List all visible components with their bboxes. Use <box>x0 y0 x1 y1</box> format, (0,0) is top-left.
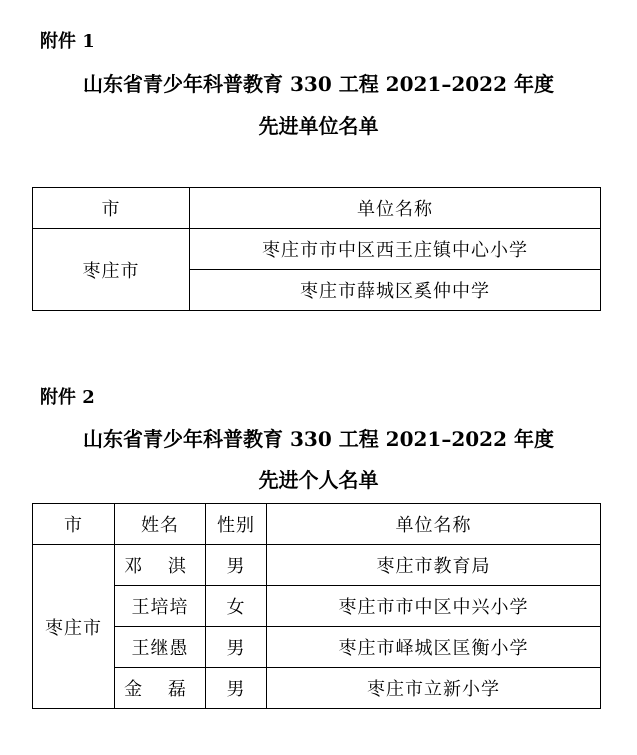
advanced-individuals-table <box>32 503 601 709</box>
attachment-2-subtitle: 先进个人名单 <box>258 468 379 492</box>
attachment-1-label: 附件 1 <box>40 31 95 52</box>
unit-cell: 枣庄市薛城区奚仲中学 <box>190 270 601 311</box>
attachment-2-label: 附件 2 <box>40 387 95 408</box>
table-row <box>33 229 601 270</box>
attachment-1-subtitle: 先进单位名单 <box>258 114 379 138</box>
table-row <box>33 668 601 709</box>
attachment-1-title: 山东省青少年科普教育 330 工程 2021–2022 年度 <box>83 72 554 96</box>
advanced-units-table <box>32 187 601 311</box>
name-cell: 金 磊 <box>115 668 206 709</box>
gender-cell: 女 <box>206 586 267 627</box>
table-row <box>33 545 601 586</box>
table-header-row <box>33 504 601 545</box>
header-gender: 性别 <box>206 504 267 545</box>
header-name: 姓名 <box>115 504 206 545</box>
header-unit-name: 单位名称 <box>267 504 601 545</box>
unit-cell: 枣庄市市中区西王庄镇中心小学 <box>190 229 601 270</box>
gender-cell: 男 <box>206 668 267 709</box>
gender-cell: 男 <box>206 545 267 586</box>
unit-cell: 枣庄市市中区中兴小学 <box>267 586 601 627</box>
name-cell: 王培培 <box>115 586 206 627</box>
header-unit-name: 单位名称 <box>190 188 601 229</box>
name-cell: 邓 淇 <box>115 545 206 586</box>
table-row <box>33 627 601 668</box>
unit-cell: 枣庄市峄城区匡衡小学 <box>267 627 601 668</box>
table-row <box>33 586 601 627</box>
header-city: 市 <box>33 188 190 229</box>
city-cell: 枣庄市 <box>33 545 115 709</box>
header-city: 市 <box>33 504 115 545</box>
table-header-row <box>33 188 601 229</box>
name-cell: 王继愚 <box>115 627 206 668</box>
attachment-2-title: 山东省青少年科普教育 330 工程 2021–2022 年度 <box>83 427 554 451</box>
unit-cell: 枣庄市立新小学 <box>267 668 601 709</box>
gender-cell: 男 <box>206 627 267 668</box>
city-cell: 枣庄市 <box>33 229 190 311</box>
unit-cell: 枣庄市教育局 <box>267 545 601 586</box>
